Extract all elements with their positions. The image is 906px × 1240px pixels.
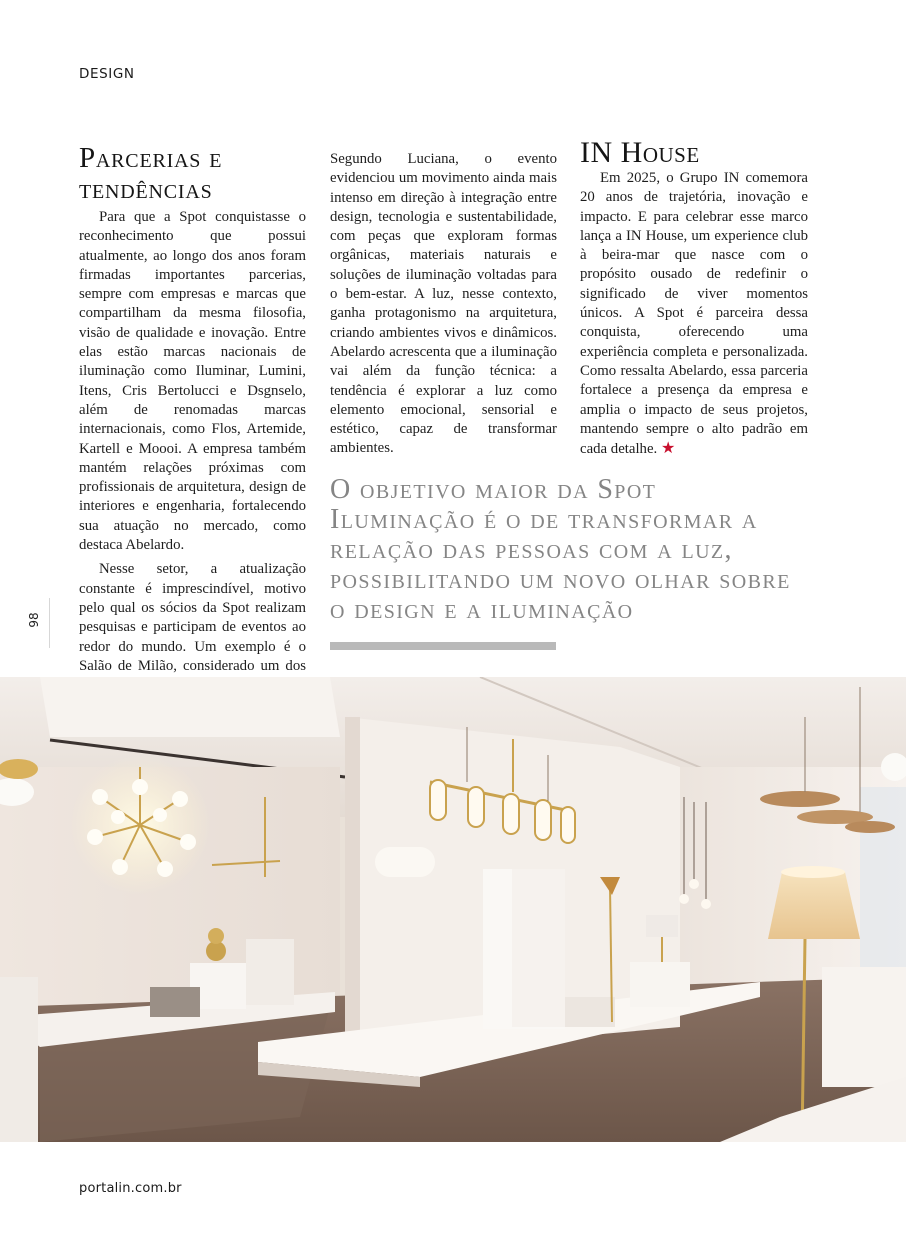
pull-quote-bar	[330, 642, 556, 650]
article-column-1	[79, 143, 306, 734]
page-number: 98	[27, 612, 41, 628]
body-paragraph	[580, 169, 808, 459]
footer-url: portalin.com.br	[79, 1181, 182, 1196]
body-paragraph-text: Em 2025, o Grupo IN comemora 20 anos de trajetória, inovação e impacto. E para celebrar esse marco lança a IN House, um experience club à beira-mar que nasce com o propósito ousado de redefinir o significado de viver momentos únicos. A Spot é parceira dessa conquista, oferecendo uma experiência completa e personalizada. Como ressalta Abelardo, essa parceria fortalece a presença da empresa e amplia o impacto de seus projetos, mantendo sempre o alto padrão em cada detalhe.	[580, 170, 808, 458]
article-column-2	[330, 150, 557, 459]
article-column-3	[580, 137, 808, 459]
section-heading-in-house: IN House	[580, 136, 700, 169]
heading-line-2: tendências	[79, 173, 213, 205]
pull-quote: O objetivo maior da Spot Iluminação é o de transformar a relação das pessoas com a luz, possibilitando um novo olhar sobre o design e a iluminação	[330, 474, 791, 625]
page-number-rule	[49, 598, 50, 648]
body-paragraph: Nesse setor, a atualização constante é imprescindível, motivo pelo qual os sócios da Spot realizam pesquisas e participam de eventos ao redor do mundo. Um exemplo é o Salão de Milão, considerado um dos	[79, 561, 306, 674]
showroom-photo	[0, 677, 906, 1142]
section-heading-parcerias	[79, 143, 306, 205]
body-paragraph: Para que a Spot conquistasse o reconhecimento que possui atualmente, ao longo dos anos foram firmadas importantes parcerias, sempre com empresas e marcas que compartilham da mesma filosofia, visão de qualidade e inovação. Entre elas estão marcas nacionais de iluminação como Iluminar, Lumini, Itens, Cris Bertolucci e Dsgnselo, além de renomadas marcas internacionais, como Flos, Artemide, Kartell e Moooi. A empresa também mantém relações próximas com profissionais de arquitetura, design de interiores e engenharia, fortalecendo sua atuação no mercado, como destaca Abelardo.	[79, 209, 306, 554]
end-mark-icon: ★	[660, 440, 676, 458]
body-paragraph: Segundo Luciana, o evento evidenciou um movimento ainda mais intenso em direção à integração entre design, tecnologia e sustentabilidade, com peças que exploram formas orgânicas, materiais naturais e soluções de iluminação voltadas para o bem-estar. A luz, nesse contexto, ganha protagonismo na arquitetura, criando ambientes vivos e dinâmicos. Abelardo acrescenta que a iluminação vai além da função técnica: a tendência é explorar a luz como elemento emocional, sensorial e estético, capaz de transformar ambientes.	[330, 151, 557, 457]
heading-line-1: Parcerias e	[79, 142, 223, 174]
section-label: DESIGN	[79, 66, 135, 82]
